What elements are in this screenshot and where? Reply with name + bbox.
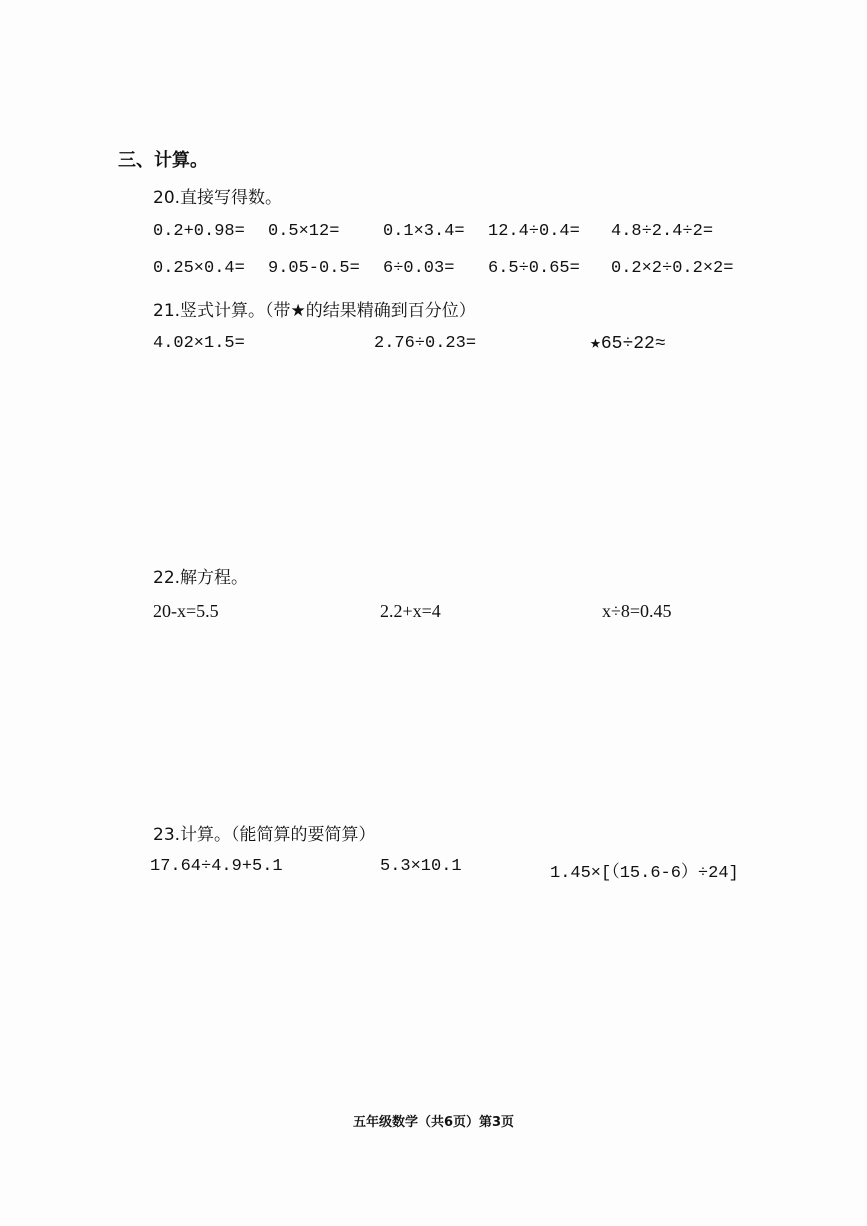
q21-item-1: 4.02×1.5= (153, 334, 245, 353)
q22-item-1: 20-x=5.5 (153, 601, 219, 621)
q21-item-2: 2.76÷0.23= (374, 334, 477, 353)
q23-item-2: 5.3×10.1 (380, 857, 462, 876)
q20-item-3: 0.1×3.4= (383, 222, 465, 241)
q20-item-9: 6.5÷0.65= (488, 259, 580, 278)
q20-item-10: 0.2×2÷0.2×2= (611, 259, 734, 278)
q21-title: 21.竖式计算。（带★的结果精确到百分位） (153, 301, 476, 321)
q23-item-1: 17.64÷4.9+5.1 (150, 857, 283, 876)
section-heading: 三、计算。 (118, 150, 208, 171)
q23-title: 23.计算。（能简算的要简算） (153, 825, 376, 845)
page-footer: 五年级数学（共6页）第3页 (352, 1115, 515, 1130)
q20-item-2: 0.5×12= (268, 222, 340, 241)
q22-item-2: 2.2+x=4 (380, 601, 441, 621)
q20-title: 20.直接写得数。 (153, 188, 283, 208)
q20-item-7: 9.05-0.5= (268, 259, 360, 278)
q20-item-4: 12.4÷0.4= (488, 222, 580, 241)
q20-item-1: 0.2+0.98= (153, 222, 245, 241)
q20-item-8: 6÷0.03= (383, 259, 455, 278)
q21-item-3: ★65÷22≈ (590, 334, 666, 354)
q22-title: 22.解方程。 (153, 568, 249, 588)
q23-item-3: 1.45×[（15.6-6）÷24] (550, 864, 739, 883)
q20-item-5: 4.8÷2.4÷2= (611, 222, 714, 241)
q22-item-3: x÷8=0.45 (602, 601, 672, 621)
q20-item-6: 0.25×0.4= (153, 259, 245, 278)
